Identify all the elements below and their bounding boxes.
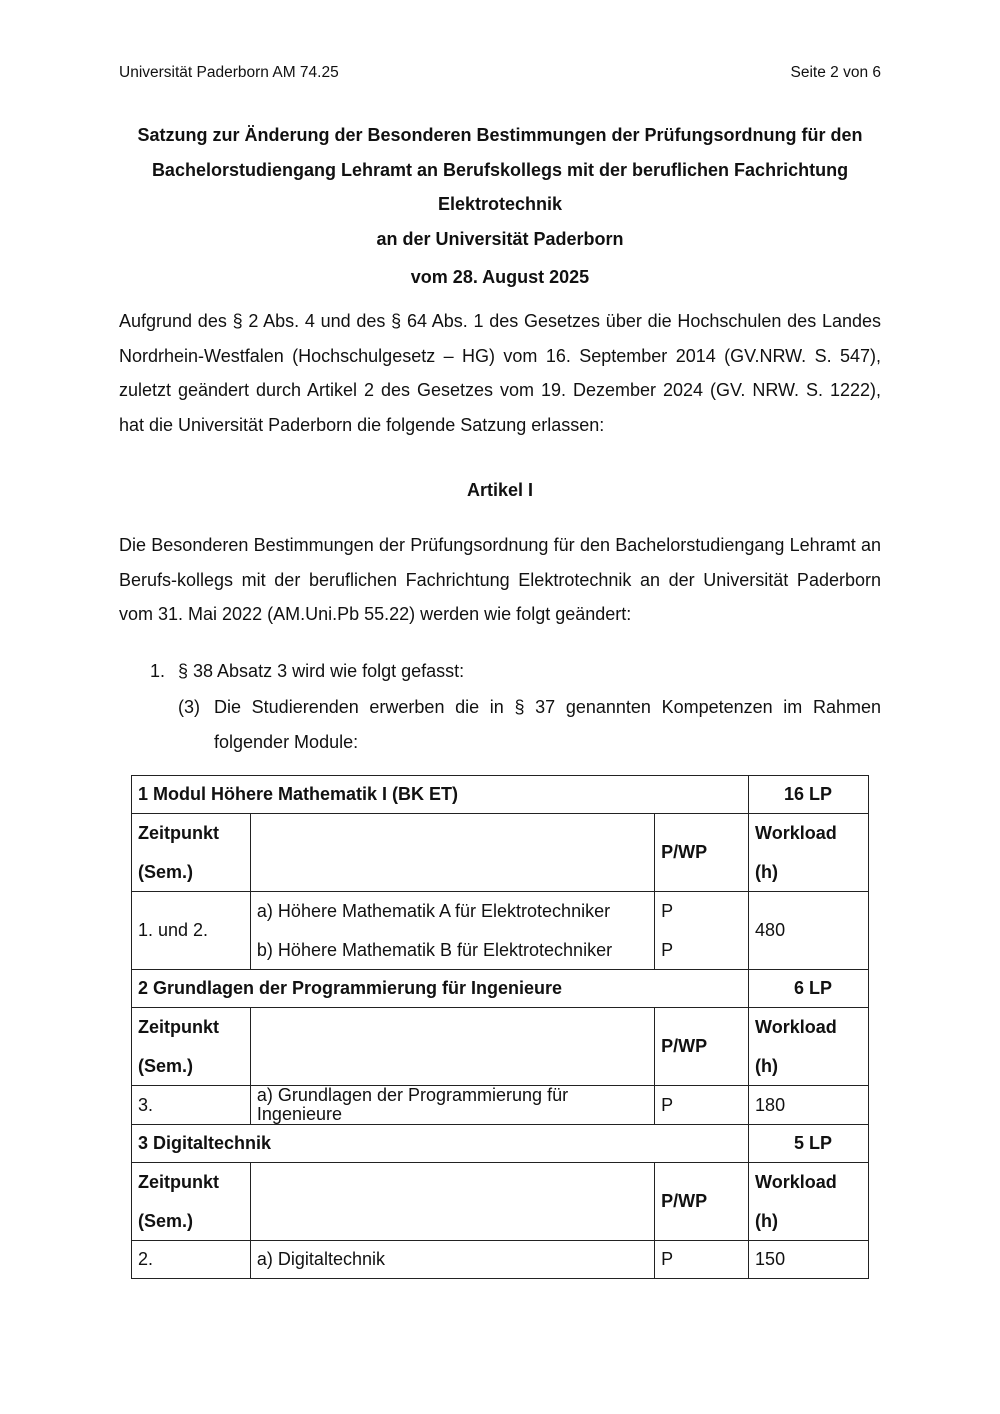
course-name: a) Grundlagen der Programmierung für Ingenieure bbox=[250, 1086, 654, 1125]
list-item-text: § 38 Absatz 3 wird wie folgt gefasst: bbox=[178, 661, 465, 681]
table-row bbox=[132, 1241, 869, 1279]
module-title-row bbox=[132, 1125, 869, 1163]
header-empty bbox=[250, 1008, 654, 1086]
title-line-2: Bachelorstudiengang Lehramt an Berufskollegs mit der beruflichen Fachrichtung Elektrotechnik bbox=[151, 159, 849, 214]
header-zeitpunkt: Zeitpunkt (Sem.) bbox=[132, 1163, 251, 1241]
module-title: 3 Digitaltechnik bbox=[132, 1125, 749, 1163]
module-title: 1 Modul Höhere Mathematik I (BK ET) bbox=[132, 776, 749, 814]
course-pwp: P bbox=[655, 1241, 749, 1279]
article-intro-paragraph: Die Besonderen Bestimmungen der Prüfungsordnung für den Bachelorstudiengang Lehramt an Berufs-kollegs mit der beruflichen Fachrichtung Elektrotechnik an der Universität Paderborn vom 31. Mai 2022 (AM.Uni.Pb 55.22) werden wie folgt geändert: bbox=[119, 535, 881, 624]
cell-zeitpunkt: 2. bbox=[132, 1241, 251, 1279]
running-header-left: Universität Paderborn AM 74.25 bbox=[119, 64, 339, 81]
module-title-row bbox=[132, 776, 869, 814]
module-header-row bbox=[132, 1008, 869, 1086]
title-date: vom 28. August 2025 bbox=[410, 267, 590, 287]
module-header-row bbox=[132, 1163, 869, 1241]
header-pwp: P/WP bbox=[655, 814, 749, 892]
cell-zeitpunkt: 3. bbox=[132, 1086, 251, 1125]
table-row bbox=[132, 892, 869, 970]
course-pwp: P bbox=[655, 1086, 749, 1125]
course-pwp: P bbox=[661, 939, 674, 960]
cell-workload: 480 bbox=[749, 892, 869, 970]
module-title: 2 Grundlagen der Programmierung für Ingenieure bbox=[132, 970, 749, 1008]
course-name: a) Digitaltechnik bbox=[250, 1241, 654, 1279]
cell-pwp bbox=[655, 892, 749, 970]
subsection-text: Die Studierenden erwerben die in § 37 genannten Kompetenzen im Rahmen folgender Module: bbox=[214, 697, 881, 752]
modules-table bbox=[131, 775, 869, 1279]
header-workload: Workload (h) bbox=[749, 814, 869, 892]
header-pwp: P/WP bbox=[655, 1163, 749, 1241]
article-heading: Artikel I bbox=[466, 480, 534, 500]
module-header-row bbox=[132, 814, 869, 892]
header-zeitpunkt: Zeitpunkt (Sem.) bbox=[132, 1008, 251, 1086]
header-pwp: P/WP bbox=[655, 1008, 749, 1086]
module-credits: 6 LP bbox=[749, 970, 869, 1008]
running-header-right: Seite 2 von 6 bbox=[790, 64, 881, 81]
header-empty bbox=[250, 1163, 654, 1241]
module-credits: 16 LP bbox=[749, 776, 869, 814]
cell-zeitpunkt: 1. und 2. bbox=[132, 892, 251, 970]
module-title-row bbox=[132, 970, 869, 1008]
header-zeitpunkt: Zeitpunkt (Sem.) bbox=[132, 814, 251, 892]
table-row bbox=[132, 1086, 869, 1125]
cell-workload: 180 bbox=[749, 1086, 869, 1125]
module-credits: 5 LP bbox=[749, 1125, 869, 1163]
document-title bbox=[110, 118, 890, 295]
list-item-number: 1. bbox=[150, 661, 166, 681]
header-empty bbox=[250, 814, 654, 892]
preamble-paragraph: Aufgrund des § 2 Abs. 4 und des § 64 Abs. 1 des Gesetzes über die Hochschulen des Landes Nordrhein-Westfalen (Hochschulgesetz – HG) vom 16. September 2014 (GV.NRW. S. 547), zuletzt geändert durch Artikel 2 des Gesetzes vom 19. Dezember 2024 (GV. NRW. S. 1222), hat die Universität Paderborn die folgende Satzung erlassen: bbox=[119, 311, 881, 435]
subsection-number: (3) bbox=[178, 697, 200, 717]
header-workload: Workload (h) bbox=[749, 1163, 869, 1241]
cell-workload: 150 bbox=[749, 1241, 869, 1279]
title-line-3: an der Universität Paderborn bbox=[376, 228, 624, 249]
title-line-1: Satzung zur Änderung der Besonderen Bestimmungen der Prüfungsordnung für den bbox=[137, 125, 863, 145]
cell-courses bbox=[250, 892, 654, 970]
course-name: a) Höhere Mathematik A für Elektrotechniker bbox=[256, 901, 611, 921]
course-pwp: P bbox=[661, 901, 674, 921]
course-name: b) Höhere Mathematik B für Elektrotechniker bbox=[256, 939, 613, 960]
header-workload: Workload (h) bbox=[749, 1008, 869, 1086]
